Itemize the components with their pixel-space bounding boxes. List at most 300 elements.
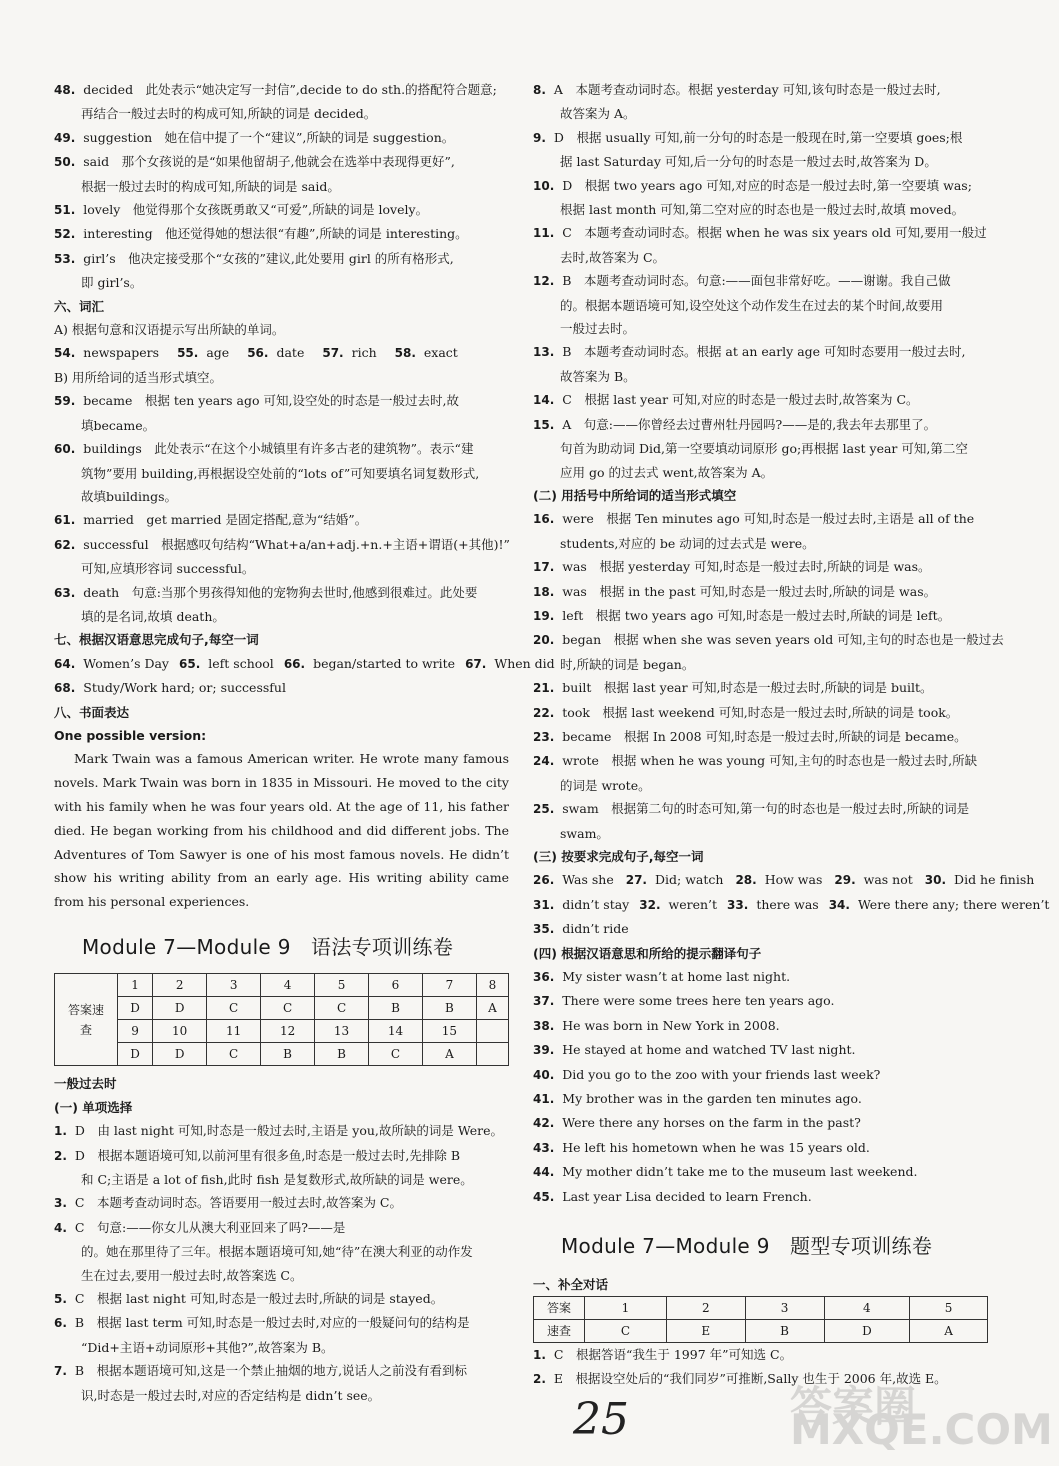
item-number: 27.	[625, 873, 647, 888]
answer-text: didn’t ride	[562, 921, 629, 937]
answer-text: He left his hometown when he was 15 years old.	[562, 1139, 870, 1155]
answer-item	[533, 413, 988, 437]
answers-31-34	[533, 893, 1050, 917]
answer-table-grammar	[54, 973, 509, 1066]
table-cell: 10	[153, 1020, 207, 1043]
answer-item	[533, 676, 988, 700]
answer-item	[54, 126, 509, 150]
table-cell: 1	[118, 974, 153, 997]
answer-continuation: 根据 last month 可知,第二空对应的时态也是一般过去时,故填 moved。	[560, 202, 965, 218]
answer-item	[54, 247, 509, 271]
item-number: 7.	[54, 1364, 67, 1379]
item-number: 42.	[533, 1116, 555, 1131]
answer-text: left school	[208, 655, 274, 671]
inline-answer	[54, 345, 159, 360]
item-number: 18.	[533, 584, 555, 599]
module-title-grammar: Module 7—Module 9 语法专项训练卷	[82, 934, 454, 959]
answer-continuation: 可知,应填形容词 successful。	[81, 561, 255, 577]
table-cell: C	[315, 997, 369, 1020]
answer-item	[533, 555, 988, 579]
module-title-question-types: Module 7—Module 9 题型专项训练卷	[561, 1234, 933, 1259]
table-cell: 13	[315, 1020, 369, 1043]
answer-text: D 根据 two years ago 可知,对应的时态是一般过去时,第一空要填 was;	[562, 177, 972, 193]
answer-text: death 句意:当那个男孩得知他的宠物狗去世时,他感到很难过。此处要	[83, 584, 478, 600]
answer-continuation: 应用 go 的过去式 went,故答案为 A。	[560, 464, 774, 480]
answer-item	[533, 628, 1004, 652]
table-cell: 1	[585, 1296, 667, 1319]
item-number: 13.	[533, 345, 555, 360]
item-number: 63.	[54, 585, 76, 600]
item-number: 54.	[54, 346, 76, 361]
table-cell: C	[207, 1043, 261, 1066]
item-number: 23.	[533, 729, 555, 744]
answer-item	[54, 508, 509, 532]
answer-continuation: 即 girl’s。	[81, 275, 143, 291]
answer-continuation: 的。她在那里待了三年。根据本题语境可知,她“待”在澳大利亚的动作发	[81, 1244, 473, 1260]
answer-text: took 根据 last weekend 可知,时态是一般过去时,所缺的词是 took。	[562, 704, 959, 720]
item-number: 16.	[533, 512, 555, 527]
answer-item	[54, 150, 509, 174]
answer-text: was 根据 in the past 可知,时态是一般过去时,所缺的词是 was。	[562, 583, 937, 599]
table-cell: A	[422, 1043, 476, 1066]
answer-continuation: 故答案为 B。	[560, 368, 636, 384]
item-number: 11.	[533, 226, 555, 241]
table-cell: A	[476, 997, 508, 1020]
table-cell: B	[422, 997, 476, 1020]
table-cell: D	[153, 1043, 207, 1066]
answer-item	[54, 1144, 509, 1168]
watermark-logo: 答案圈 MXQE.COM	[790, 1382, 1053, 1455]
item-number: 35.	[533, 922, 555, 937]
item-number: 37.	[533, 994, 555, 1009]
answer-item	[54, 78, 509, 102]
answer-text: buildings 此处表示“在这个小城镇里有许多古老的建筑物”。表示“建	[83, 441, 474, 457]
answer-item	[533, 174, 988, 198]
answer-continuation: “Did+主语+动词原形+其他?”,故答案为 B。	[81, 1339, 334, 1355]
table-cell: C	[585, 1319, 667, 1342]
item-number: 43.	[533, 1140, 555, 1155]
answer-text: He was born in New York in 2008.	[562, 1017, 780, 1033]
table-cell: 14	[369, 1020, 423, 1043]
item-number: 40.	[533, 1067, 555, 1082]
answer-text: rich	[351, 345, 377, 361]
table-label: 答案速查	[55, 974, 118, 1066]
table-cell: 3	[207, 974, 261, 997]
answer-item	[533, 126, 988, 150]
dialogue-answers	[533, 1343, 988, 1392]
item-number: 3.	[54, 1196, 67, 1211]
answer-continuation: 筑物”要用 building,再根据设空处前的“lots of”可知要填名词复数形式,	[81, 465, 480, 481]
answer-text: decided 此处表示“她决定写一封信”,decide to do sth.的搭配符合题意;	[83, 82, 497, 97]
answer-continuation: swam。	[560, 825, 609, 841]
answer-item	[533, 1136, 988, 1160]
table-cell: 2	[153, 974, 207, 997]
answer-text: Study/Work hard; or; successful	[83, 680, 286, 696]
answer-text: suggestion 她在信中提了一个“建议”,所缺的词是 suggestion。	[83, 129, 455, 145]
answer-text: Were there any horses on the farm in the past?	[562, 1115, 861, 1131]
item-number: 44.	[533, 1165, 555, 1180]
answer-continuation: 的。根据本题语境可知,设空处这个动作发生在过去的某个时间,故要用	[560, 297, 943, 313]
answer-item	[533, 725, 988, 749]
table-cell: 5	[315, 974, 369, 997]
item-number: 4.	[54, 1220, 67, 1235]
answers-54-58	[54, 341, 509, 365]
section-writing: 八、书面表达	[54, 704, 130, 720]
item-number: 17.	[533, 560, 555, 575]
answer-text: C 本题考查动词时态。答语要用一般过去时,故答案为 C。	[74, 1195, 402, 1211]
answer-text: Did he finish	[954, 872, 1035, 888]
answer-text: D 根据本题语境可知,以前河里有很多鱼,时态是一般过去时,先排除 B	[74, 1147, 461, 1163]
table-cell: 11	[207, 1020, 261, 1043]
table-cell: B	[369, 997, 423, 1020]
answer-item	[54, 389, 509, 413]
answers-1-7	[54, 1119, 509, 1407]
answers-26-30	[533, 868, 1035, 892]
answer-text: said 那个女孩说的是“如果他留胡子,他就会在选举中表现得更好”,	[83, 154, 455, 170]
section-word-forms: (二) 用括号中所给词的适当形式填空	[533, 487, 737, 503]
vocab-answers-48-53	[54, 78, 509, 295]
item-number: 61.	[54, 513, 76, 528]
answer-continuation: 再结合一般过去时的构成可知,所缺的词是 decided。	[81, 106, 377, 122]
table-cell: 5	[910, 1296, 988, 1319]
item-number: 30.	[924, 873, 947, 888]
answers-8-15	[533, 78, 988, 484]
table-cell	[476, 1020, 508, 1043]
answer-text: Was she	[562, 872, 614, 888]
table-row	[55, 1043, 509, 1066]
answer-item	[54, 437, 509, 461]
item-number: 12.	[533, 274, 555, 289]
item-number: 68.	[54, 681, 76, 696]
item-number: 1.	[54, 1124, 67, 1139]
answers-36-45	[533, 965, 988, 1209]
answer-text: became 根据 ten years ago 可知,设空处的时态是一般过去时,故	[83, 393, 459, 409]
answer-text: C 句意:——你女儿从澳大利亚回来了吗?——是	[74, 1219, 346, 1235]
table-cell: D	[824, 1319, 910, 1342]
item-number: 15.	[533, 417, 555, 432]
item-number: 24.	[533, 754, 555, 769]
answer-table-dialogue	[533, 1296, 988, 1343]
table-row	[534, 1296, 988, 1319]
answer-text: was 根据 yesterday 可知,时态是一般过去时,所缺的词是 was。	[562, 559, 931, 575]
answer-item	[54, 1216, 509, 1240]
inline-answer	[179, 656, 274, 671]
answer-35	[533, 917, 988, 941]
answer-item	[533, 269, 988, 293]
answer-item	[54, 1359, 509, 1383]
section-vocabulary-b: B) 用所给词的适当形式填空。	[54, 369, 223, 385]
item-number: 5.	[54, 1292, 67, 1307]
answer-text: girl’s 他决定接受那个“女孩的”建议,此处要用 girl 的所有格形式,	[83, 250, 454, 266]
table-cell: C	[369, 1043, 423, 1066]
answer-item	[54, 1191, 509, 1215]
inline-answer	[925, 872, 1035, 887]
answer-item	[54, 581, 509, 605]
item-number: 38.	[533, 1018, 555, 1033]
answers-59-63	[54, 389, 509, 628]
item-number: 67.	[465, 656, 487, 671]
answer-item	[533, 340, 988, 364]
item-number: 48.	[54, 83, 76, 97]
answer-item	[54, 1311, 509, 1335]
answer-continuation: 去时,故答案为 C。	[560, 249, 666, 265]
answer-text: exact	[423, 345, 458, 361]
item-number: 20.	[533, 633, 555, 648]
item-number: 9.	[533, 130, 546, 145]
item-number: 36.	[533, 970, 555, 985]
item-number: 33.	[727, 897, 749, 912]
answer-text: B 本题考查动词时态。根据 at an early age 可知时态要用一般过去时,	[562, 344, 966, 360]
item-number: 50.	[54, 155, 76, 170]
answer-continuation: 故答案为 A。	[560, 106, 636, 122]
table-label: 答案	[534, 1296, 585, 1319]
section-complete-sentences: 七、根据汉语意思完成句子,每空一词	[54, 632, 259, 648]
item-number: 53.	[54, 251, 76, 266]
table-cell: D	[153, 997, 207, 1020]
item-number: 49.	[54, 130, 76, 145]
inline-answer	[322, 345, 376, 360]
answer-item	[533, 797, 988, 821]
item-number: 58.	[394, 346, 416, 361]
answer-continuation: 句首为助动词 Did,第一空要填动词原形 go;再根据 last year 可知,第二空	[560, 441, 968, 457]
answer-continuation: 根据一般过去时的构成可知,所缺的词是 said。	[81, 178, 340, 194]
answer-text: successful 根据感叹句结构“What+a/an+adj.+n.+主语+谓语(+其他)!”	[83, 536, 510, 552]
item-number: 52.	[54, 227, 76, 242]
answer-continuation: 的词是 wrote。	[560, 777, 651, 793]
table-row	[55, 997, 509, 1020]
answer-text: When did	[494, 655, 555, 671]
inline-answer	[533, 897, 629, 912]
answer-continuation: 一般过去时。	[560, 321, 636, 337]
table-cell: B	[315, 1043, 369, 1066]
item-number: 8.	[533, 83, 546, 97]
item-number: 28.	[735, 873, 757, 888]
answer-text: built 根据 last year 可知,时态是一般过去时,所缺的词是 built。	[562, 680, 933, 696]
table-cell: 4	[824, 1296, 910, 1319]
answer-text: C 根据 last year 可知,对应的时态是一般过去时,故答案为 C。	[562, 392, 919, 408]
table-row	[55, 974, 509, 997]
item-number: 60.	[54, 442, 76, 457]
answer-item	[533, 989, 988, 1013]
item-number: 59.	[54, 394, 76, 409]
inline-answer	[177, 345, 229, 360]
answer-text: weren’t	[668, 896, 718, 912]
item-number: 57.	[322, 346, 344, 361]
answer-continuation: 识,时态是一般过去时,对应的否定结构是 didn’t see。	[81, 1387, 381, 1403]
answer-text: there was	[756, 896, 819, 912]
answer-text: was not	[863, 872, 913, 888]
answer-item	[54, 1119, 509, 1143]
section-dialogue: 一、补全对话	[533, 1276, 609, 1292]
answer-item	[54, 222, 509, 246]
answer-text: age	[206, 345, 230, 361]
table-cell: 6	[369, 974, 423, 997]
answer-text: date	[276, 345, 305, 361]
answer-continuation: 生在过去,要用一般过去时,故答案选 C。	[81, 1267, 303, 1283]
answer-text: B 根据 last term 可知,时态是一般过去时,对应的一般疑问句的结构是	[74, 1315, 470, 1331]
table-row	[534, 1319, 988, 1342]
item-number: 1.	[533, 1347, 546, 1362]
answer-text: became 根据 In 2008 可知,时态是一般过去时,所缺的词是 became。	[562, 728, 967, 744]
answer-text: began 根据 when she was seven years old 可知,主句的时态也是一般过去	[562, 632, 1004, 648]
answer-text: There were some trees here ten years ago.	[562, 993, 835, 1009]
section-single-choice: (一) 单项选择	[54, 1099, 133, 1115]
section-translation: (四) 根据汉语意思和所给的提示翻译句子	[533, 945, 762, 961]
answer-text: married get married 是固定搭配,意为“结婚”。	[83, 512, 368, 528]
item-number: 22.	[533, 705, 555, 720]
answer-text: B 根据本题语境可知,这是一个禁止抽烟的地方,说话人之前没有看到标	[74, 1363, 468, 1379]
essay-label: One possible version:	[54, 727, 207, 743]
answer-text: How was	[764, 872, 823, 888]
item-number: 25.	[533, 802, 555, 817]
table-cell	[476, 1043, 508, 1066]
answer-text: He stayed at home and watched TV last night.	[562, 1042, 856, 1058]
answer-item	[533, 221, 988, 245]
answer-text: A 句意:——你曾经去过曹州牡丹园吗?——是的,我去年去那里了。	[562, 416, 937, 432]
answer-text: B 本题考查动词时态。句意:——面包非常好吃。——谢谢。我自己做	[562, 273, 951, 289]
answer-text: C 根据 last night 可知,时态是一般过去时,所缺的词是 stayed。	[74, 1291, 444, 1307]
answer-item	[533, 1343, 988, 1367]
answer-item	[533, 1160, 988, 1184]
answer-text: newspapers	[83, 345, 160, 361]
item-number: 2.	[533, 1372, 546, 1387]
table-cell: B	[745, 1319, 824, 1342]
table-cell: 7	[422, 974, 476, 997]
table-cell: B	[261, 1043, 315, 1066]
answer-continuation: 据 last Saturday 可知,后一分句的时态是一般过去时,故答案为 D。	[560, 154, 937, 170]
answer-item	[533, 1014, 988, 1038]
item-number: 34.	[828, 897, 850, 912]
answer-text: interesting 他还觉得她的想法很“有趣”,所缺的词是 interesting。	[83, 226, 468, 242]
item-number: 26.	[533, 873, 555, 888]
answer-text: D 由 last night 可知,时态是一般过去时,主语是 you,故所缺的词是 Were。	[74, 1123, 503, 1139]
table-cell: A	[910, 1319, 988, 1342]
item-number: 45.	[533, 1189, 555, 1204]
item-number: 31.	[533, 897, 555, 912]
inline-answer	[727, 897, 819, 912]
item-number: 6.	[54, 1316, 67, 1331]
item-number: 10.	[533, 178, 555, 193]
item-number: 2.	[54, 1148, 67, 1163]
answer-continuation: 故填buildings。	[81, 488, 178, 504]
table-cell: D	[118, 997, 153, 1020]
item-number: 32.	[639, 897, 661, 912]
answer-item	[533, 1063, 988, 1087]
answer-text: Were there any; there weren’t	[857, 896, 1050, 912]
answer-item	[533, 388, 988, 412]
answer-continuation: 时,所缺的词是 began。	[560, 656, 695, 672]
answer-item	[533, 965, 988, 989]
item-number: 19.	[533, 608, 555, 623]
table-cell: D	[118, 1043, 153, 1066]
inline-answer	[834, 872, 912, 887]
answer-text: didn’t stay	[562, 896, 630, 912]
answer-item	[533, 1185, 988, 1209]
answer-text: C 根据答语“我生于 1997 年”可知选 C。	[553, 1346, 793, 1362]
model-essay: Mark Twain was a famous American writer. He wrote many famous novels. Mark Twain was born in 1835 in Missouri. He moved to the city with his family when he was four years old. At the age of 11, his father died. He began working from his childhood and did different jobs. The Adventures of Tom Sawyer is one of his most famous novels. He didn’t show his writing ability from an early age. His writing ability came from his personal experiences.	[54, 751, 509, 910]
answer-item	[533, 749, 988, 773]
table-cell: C	[261, 997, 315, 1020]
section-rewrite-sentences: (三) 按要求完成句子,每空一词	[533, 849, 704, 864]
table-cell: 12	[261, 1020, 315, 1043]
answer-item	[533, 1087, 988, 1111]
answer-continuation: students,对应的 be 动词的过去式是 were。	[560, 535, 815, 551]
answer-text: Last year Lisa decided to learn French.	[562, 1188, 812, 1204]
answer-text: wrote 根据 when he was young 可知,主句的时态也是一般过去时,所缺	[562, 753, 978, 769]
answer-68	[54, 676, 509, 700]
page-number: 25	[573, 1394, 629, 1445]
inline-answer	[54, 656, 169, 671]
table-label: 速查	[534, 1319, 585, 1342]
section-simple-past: 一般过去时	[54, 1076, 117, 1092]
answer-text: D 根据 usually 可知,前一分句的时态是一般现在时,第一空要填 goes;根	[553, 129, 963, 145]
answer-item	[533, 507, 988, 531]
item-number: 51.	[54, 203, 76, 218]
inline-answer	[395, 345, 458, 360]
inline-answer	[247, 345, 304, 360]
item-number: 56.	[247, 346, 269, 361]
answer-text: My sister wasn’t at home last night.	[562, 969, 791, 985]
answer-item	[533, 1367, 988, 1391]
item-number: 41.	[533, 1092, 555, 1107]
answer-item	[533, 78, 988, 102]
inline-answer	[639, 897, 717, 912]
item-number: 65.	[179, 656, 201, 671]
item-number: 55.	[177, 346, 199, 361]
item-number: 39.	[533, 1043, 555, 1058]
answer-item	[54, 198, 509, 222]
answer-item	[533, 701, 988, 725]
answer-text: C 本题考查动词时态。根据 when he was six years old 可知,要用一般过	[562, 225, 987, 241]
inline-answer	[735, 872, 822, 887]
answer-item	[54, 1287, 509, 1311]
answer-continuation: 和 C;主语是 a lot of fish,此时 fish 是复数形式,故所缺的词是 were。	[81, 1171, 473, 1187]
table-cell: 3	[745, 1296, 824, 1319]
item-number: 14.	[533, 393, 555, 408]
table-cell: 9	[118, 1020, 153, 1043]
inline-answer	[533, 872, 614, 887]
answer-text: Women’s Day	[83, 655, 169, 671]
answer-item	[533, 604, 988, 628]
answer-continuation: 填became。	[81, 417, 156, 433]
answer-item	[533, 580, 988, 604]
answer-text: swam 根据第二句的时态可知,第一句的时态也是一般过去时,所缺的词是	[562, 801, 970, 817]
table-cell: 15	[422, 1020, 476, 1043]
table-cell: 8	[476, 974, 508, 997]
answer-text: left 根据 two years ago 可知,时态是一般过去时,所缺的词是 left。	[562, 607, 951, 623]
item-number: 64.	[54, 656, 76, 671]
answer-text: E 根据设空处后的“我们同岁”可推断,Sally 也生于 2006 年,故选 E。	[553, 1371, 947, 1387]
item-number: 66.	[283, 656, 306, 671]
table-row	[55, 1020, 509, 1043]
answer-text: My brother was in the garden ten minutes ago.	[562, 1091, 862, 1107]
answer-text: My mother didn’t take me to the museum last weekend.	[562, 1164, 918, 1180]
inline-answer	[626, 872, 724, 887]
item-number: 21.	[533, 681, 555, 696]
answer-continuation: 填的是名词,故填 death。	[81, 608, 225, 624]
answer-text: A 本题考查动词时态。根据 yesterday 可知,该句时态是一般过去时,	[553, 82, 941, 97]
answer-item	[533, 1111, 988, 1135]
answer-text: Did; watch	[655, 872, 724, 888]
table-cell: 4	[261, 974, 315, 997]
answer-text: began/started to write	[313, 655, 456, 671]
answer-item	[54, 533, 509, 557]
table-cell: 2	[666, 1296, 745, 1319]
right-column	[533, 78, 1050, 1392]
table-cell: E	[666, 1319, 745, 1342]
answer-item	[533, 1038, 988, 1062]
answers-16-25	[533, 507, 1004, 845]
